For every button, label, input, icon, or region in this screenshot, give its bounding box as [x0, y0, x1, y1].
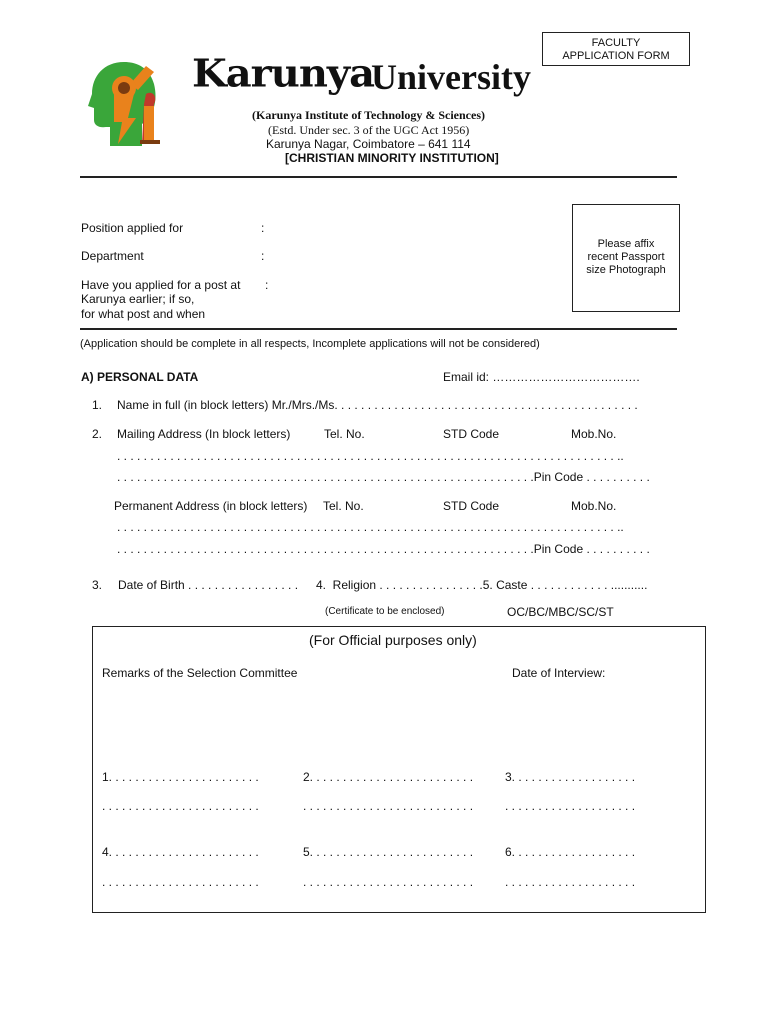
karunya-logo-icon	[84, 54, 176, 154]
form-type-box	[542, 32, 690, 66]
certificate-note: (Certificate to be enclosed)	[325, 606, 445, 617]
signature-line-2: 2. . . . . . . . . . . . . . . . . . . . . . . . .	[303, 770, 474, 784]
signature-dots-4: . . . . . . . . . . . . . . . . . . . . . . . .	[102, 875, 259, 889]
section-title: A) PERSONAL DATA	[81, 370, 199, 384]
item1-num: 1.	[92, 398, 103, 412]
applied-colon: :	[265, 278, 269, 292]
permanent-dots-line: . . . . . . . . . . . . . . . . . . . . . . . . . . . . . . . . . . . . . . . . . . . . . . . . . . . . . . . . . . . . . . . . . . . . . . . . . . . ..	[117, 520, 624, 534]
signature-dots-1: . . . . . . . . . . . . . . . . . . . . . . . .	[102, 799, 259, 813]
permanent-std-label: STD Code	[443, 499, 500, 513]
mailing-std-label: STD Code	[443, 427, 500, 441]
mailing-pin-line: . . . . . . . . . . . . . . . . . . . . . . . . . . . . . . . . . . . . . . . . . . . . . . . . . . . . . . . . . . . . . . .Pin Code . . . . . . . . . .	[117, 470, 650, 484]
name-full-label: Name in full (in block letters) Mr./Mrs./Ms. . . . . . . . . . . . . . . . . . . . . . . . . . . . . . . . . . . . . . . . . . . . . .	[117, 398, 638, 412]
applied-label-2: Karunya earlier; if so,	[81, 292, 195, 306]
fields-divider	[80, 328, 677, 330]
position-label: Position applied for	[81, 221, 184, 235]
official-title: (For Official purposes only)	[309, 632, 477, 648]
signature-dots-3: . . . . . . . . . . . . . . . . . . . .	[505, 799, 636, 813]
mailing-mob-label: Mob.No.	[571, 427, 617, 441]
minority-line: [CHRISTIAN MINORITY INSTITUTION]	[285, 151, 499, 165]
brand-name: Karunya	[192, 51, 375, 96]
institute-name: (Karunya Institute of Technology & Sciences)	[252, 108, 486, 122]
department-colon: :	[261, 249, 265, 263]
permanent-address-label: Permanent Address (in block letters)	[114, 499, 308, 513]
header-divider	[80, 176, 677, 178]
notice-text: (Application should be complete in all respects, Incomplete applications will not be considered)	[80, 338, 540, 350]
form-type-line-2: APPLICATION FORM	[562, 50, 670, 62]
mailing-dots-line: . . . . . . . . . . . . . . . . . . . . . . . . . . . . . . . . . . . . . . . . . . . . . . . . . . . . . . . . . . . . . . . . . . . . . . . . . . . ..	[117, 449, 624, 463]
permanent-pin-line: . . . . . . . . . . . . . . . . . . . . . . . . . . . . . . . . . . . . . . . . . . . . . . . . . . . . . . . . . . . . . . .Pin Code . . . . . . . . . .	[117, 542, 650, 556]
applied-label-3: for what post and when	[81, 307, 206, 321]
signature-line-4: 4. . . . . . . . . . . . . . . . . . . . . . .	[102, 845, 259, 859]
photo-line-2: recent Passport	[587, 251, 665, 263]
signature-dots-2: . . . . . . . . . . . . . . . . . . . . . . . . . .	[303, 799, 474, 813]
mailing-address-label: Mailing Address (In block letters)	[117, 427, 291, 441]
email-label: Email id: ……………………………….	[443, 370, 640, 384]
photo-box	[572, 204, 680, 312]
photo-line-3: size Photograph	[586, 264, 666, 276]
position-colon: :	[261, 221, 265, 235]
signature-line-5: 5. . . . . . . . . . . . . . . . . . . . . . . . .	[303, 845, 474, 859]
permanent-mob-label: Mob.No.	[571, 499, 617, 513]
signature-line-1: 1. . . . . . . . . . . . . . . . . . . . . . .	[102, 770, 259, 784]
signature-dots-5: . . . . . . . . . . . . . . . . . . . . . . . . . .	[303, 875, 474, 889]
interview-date-label: Date of Interview:	[512, 666, 606, 680]
signature-line-6: 6. . . . . . . . . . . . . . . . . . .	[505, 845, 636, 859]
signature-line-3: 3. . . . . . . . . . . . . . . . . . .	[505, 770, 636, 784]
permanent-tel-label: Tel. No.	[323, 499, 364, 513]
department-label: Department	[81, 249, 144, 263]
brand-word: University	[371, 57, 531, 97]
dob-label: Date of Birth . . . . . . . . . . . . . . . . .	[118, 578, 299, 592]
religion-caste-label: 4. Religion . . . . . . . . . . . . . . . .5. Caste . . . . . . . . . . . . ...........	[316, 578, 648, 592]
address-line: Karunya Nagar, Coimbatore – 641 114	[266, 137, 471, 151]
remarks-label: Remarks of the Selection Committee	[102, 666, 298, 680]
estd-line: (Estd. Under sec. 3 of the UGC Act 1956)	[268, 123, 470, 137]
form-type-line-1: FACULTY	[591, 37, 641, 49]
signature-dots-6: . . . . . . . . . . . . . . . . . . . .	[505, 875, 636, 889]
item2-num: 2.	[92, 427, 103, 441]
item3-num: 3.	[92, 578, 103, 592]
caste-options: OC/BC/MBC/SC/ST	[507, 605, 614, 619]
photo-line-1: Please affix	[597, 238, 655, 250]
mailing-tel-label: Tel. No.	[324, 427, 365, 441]
applied-label-1: Have you applied for a post at	[81, 278, 241, 292]
